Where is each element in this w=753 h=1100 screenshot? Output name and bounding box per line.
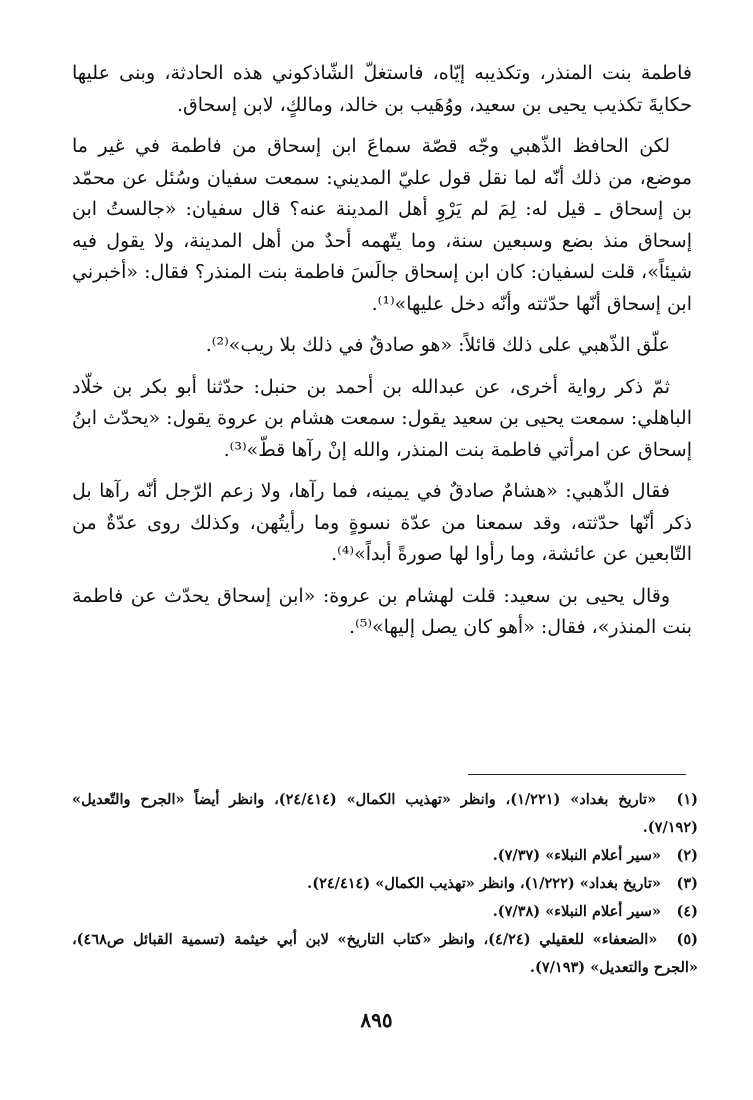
footnote-number: (٢) xyxy=(676,847,698,864)
footnote-1 xyxy=(72,786,698,842)
paragraph-6: وقال يحيى بن سعيد: قلت لهشام بن عروة: «ابن إسحاق يحدّث عن فاطمة بنت المنذر»، فقال: «أهو كان يصل إليها»⁽⁵⁾. xyxy=(72,584,692,638)
footnote-text: «تاريخ بغداد» (١/٢٢١)، وانظر «تهذيب الكمال» (٢٤/٤١٤)، وانظر أيضاً «الجرح والتّعديل» (٧/١٩٢). xyxy=(72,791,698,836)
footnote-number: (٤) xyxy=(676,903,698,920)
footnote-text: «تاريخ بغداد» (١/٢٢٢)، وانظر «تهذيب الكمال» (٢٤/٤١٤). xyxy=(307,875,661,892)
footnote-separator xyxy=(468,774,686,775)
footnotes xyxy=(72,786,698,982)
footnote-number: (٣) xyxy=(676,875,698,892)
paragraph-5: فقال الذّهبي: «هشامٌ صادقٌ في يمينه، فما رآها، ولا زعم الرّجل أنّه رآها بل ذكر أنّها حدّثته، وقد سمعنا من عدّة نسوةٍ وما رأيتُهن، وكذلك روى عدّةٌ من التّابعين عن عائشة، وما رأوا لها صورةً أبداً»⁽⁴⁾. xyxy=(72,480,692,565)
page-number: ٨٩٥ xyxy=(360,1008,393,1032)
main-text xyxy=(72,58,692,644)
footnote-4 xyxy=(72,898,698,926)
footnote-text: «سير أعلام النبلاء» (٧/٣٧). xyxy=(492,847,661,864)
paragraph-3: علّق الذّهبي على ذلك قائلاً: «هو صادقٌ في ذلك بلا ريب»⁽²⁾. xyxy=(205,334,670,356)
footnote-3 xyxy=(72,870,698,898)
footnote-5 xyxy=(72,926,698,982)
paragraph-2: لكن الحافظ الذّهبي وجّه قصّة سماعَ ابن إسحاق من فاطمة في غير ما موضع، من ذلك أنّه لما نقل قول عليّ المديني: سمعت سفيان وسُئل عن محمّد بن إسحاق ـ قيل له: لِمَ لم يَرْوِ أهل المدينة عنه؟ قال سفيان: «جالستُ ابن إسحاق منذ بضع وسبعين سنة، وما يتّهمه أحدٌ من أهل المدينة، ولا يقول فيه شيئاً»، قلت لسفيان: كان ابن إسحاق جالَسَ فاطمة بنت المنذر؟ فقال: «أخبرني ابن إسحاق أنّها حدّثته وأنّه دخل عليها»⁽¹⁾. xyxy=(72,135,692,315)
footnote-2 xyxy=(72,842,698,870)
footnote-text: «سير أعلام النبلاء» (٧/٣٨). xyxy=(492,903,661,920)
footnote-text: «الضعفاء» للعقيلي (٤/٢٤)، وانظر «كتاب التاريخ» لابن أبي خيثمة (تسمية القبائل ص٤٦٨)، «الجرح والتعديل» (٧/١٩٣). xyxy=(72,931,698,976)
footnote-number: (١) xyxy=(676,791,698,808)
footnote-number: (٥) xyxy=(676,931,698,948)
paragraph-4: ثمّ ذكر رواية أخرى، عن عبدالله بن أحمد بن حنبل: حدّثنا أبو بكر بن خلّاد الباهلي: سمعت يحيى بن سعيد يقول: سمعت هشام بن عروة يقول: «يحدّث ابنُ إسحاق عن امرأتي فاطمة بنت المنذر، والله إنْ رآها قطّ»⁽³⁾. xyxy=(72,375,692,461)
paragraph-1: فاطمة بنت المنذر، وتكذيبه إيّاه، فاستغلّ الشّاذكوني هذه الحادثة، وبنى عليها حكايةَ تكذيب يحيى بن سعيد، ووُهَيب بن خالد، ومالكٍ، لابن إسحاق. xyxy=(72,62,692,116)
